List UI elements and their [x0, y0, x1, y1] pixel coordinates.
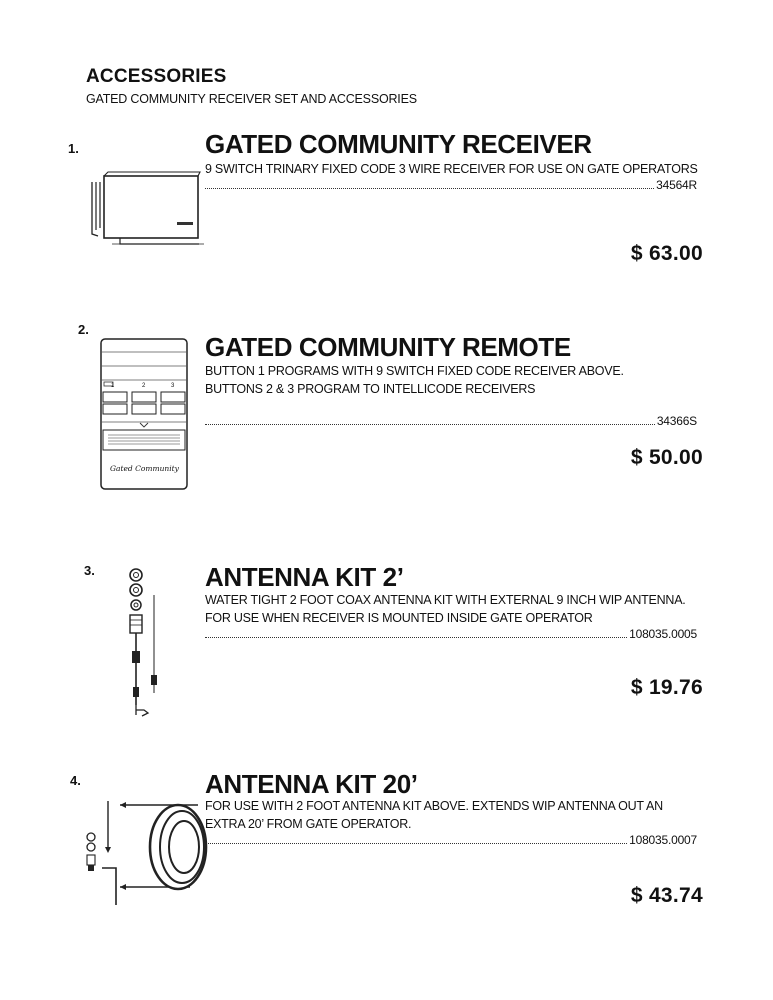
product-description: 9 SWITCH TRINARY FIXED CODE 3 WIRE RECEIVER FOR USE ON GATE OPERATORS [205, 162, 698, 176]
product-number: 4. [70, 773, 81, 788]
remote-button-label: 2 [142, 383, 146, 389]
product-price: $ 50.00 [630, 446, 703, 469]
product-description-line-1: WATER TIGHT 2 FOOT COAX ANTENNA KIT WITH EXTERNAL 9 INCH WIP ANTENNA. [205, 593, 686, 607]
part-number: 34366S [656, 414, 697, 428]
product-title: ANTENNA KIT 20’ [205, 769, 418, 799]
product-price: $ 19.76 [630, 676, 703, 699]
product-title: GATED COMMUNITY REMOTE [205, 332, 571, 362]
leader-dots [205, 842, 627, 844]
part-number: 34564R [656, 178, 697, 192]
coax-cable-coil-illustration [80, 795, 210, 910]
remote-brand-label: Gated Community [110, 464, 179, 473]
product-number: 2. [78, 322, 89, 337]
product-description-line-2: BUTTONS 2 & 3 PROGRAM TO INTELLICODE RECEIVERS [205, 382, 536, 396]
remote-button-label: 1 [111, 383, 115, 389]
product-description-line-2: FOR USE WHEN RECEIVER IS MOUNTED INSIDE GATE OPERATOR [205, 611, 593, 625]
product-title: GATED COMMUNITY RECEIVER [205, 129, 592, 159]
remote-button-label: 3 [171, 383, 175, 389]
page-title: ACCESSORIES [86, 66, 227, 87]
leader-dots [205, 187, 654, 189]
part-number: 108035.0007 [629, 833, 697, 847]
product-price: $ 63.00 [630, 242, 703, 265]
product-number: 1. [68, 141, 79, 156]
remote-control-illustration [100, 338, 188, 490]
product-number: 3. [84, 563, 95, 578]
part-number-row [205, 414, 697, 428]
product-title: ANTENNA KIT 2’ [205, 562, 404, 592]
leader-dots [205, 423, 655, 425]
part-number-row [205, 178, 697, 192]
product-description-line-1: BUTTON 1 PROGRAMS WITH 9 SWITCH FIXED CODE RECEIVER ABOVE. [205, 364, 624, 378]
antenna-kit-illustration [120, 565, 165, 725]
product-description-line-1: FOR USE WITH 2 FOOT ANTENNA KIT ABOVE. EXTENDS WIP ANTENNA OUT AN [205, 799, 663, 813]
part-number-row [205, 833, 697, 847]
part-number-row [205, 627, 697, 641]
leader-dots [205, 636, 627, 638]
receiver-box-illustration [84, 170, 214, 252]
part-number: 108035.0005 [629, 627, 697, 641]
product-description-line-2: EXTRA 20’ FROM GATE OPERATOR. [205, 817, 412, 831]
product-price: $ 43.74 [630, 884, 703, 907]
page-subtitle: GATED COMMUNITY RECEIVER SET AND ACCESSORIES [86, 92, 417, 106]
